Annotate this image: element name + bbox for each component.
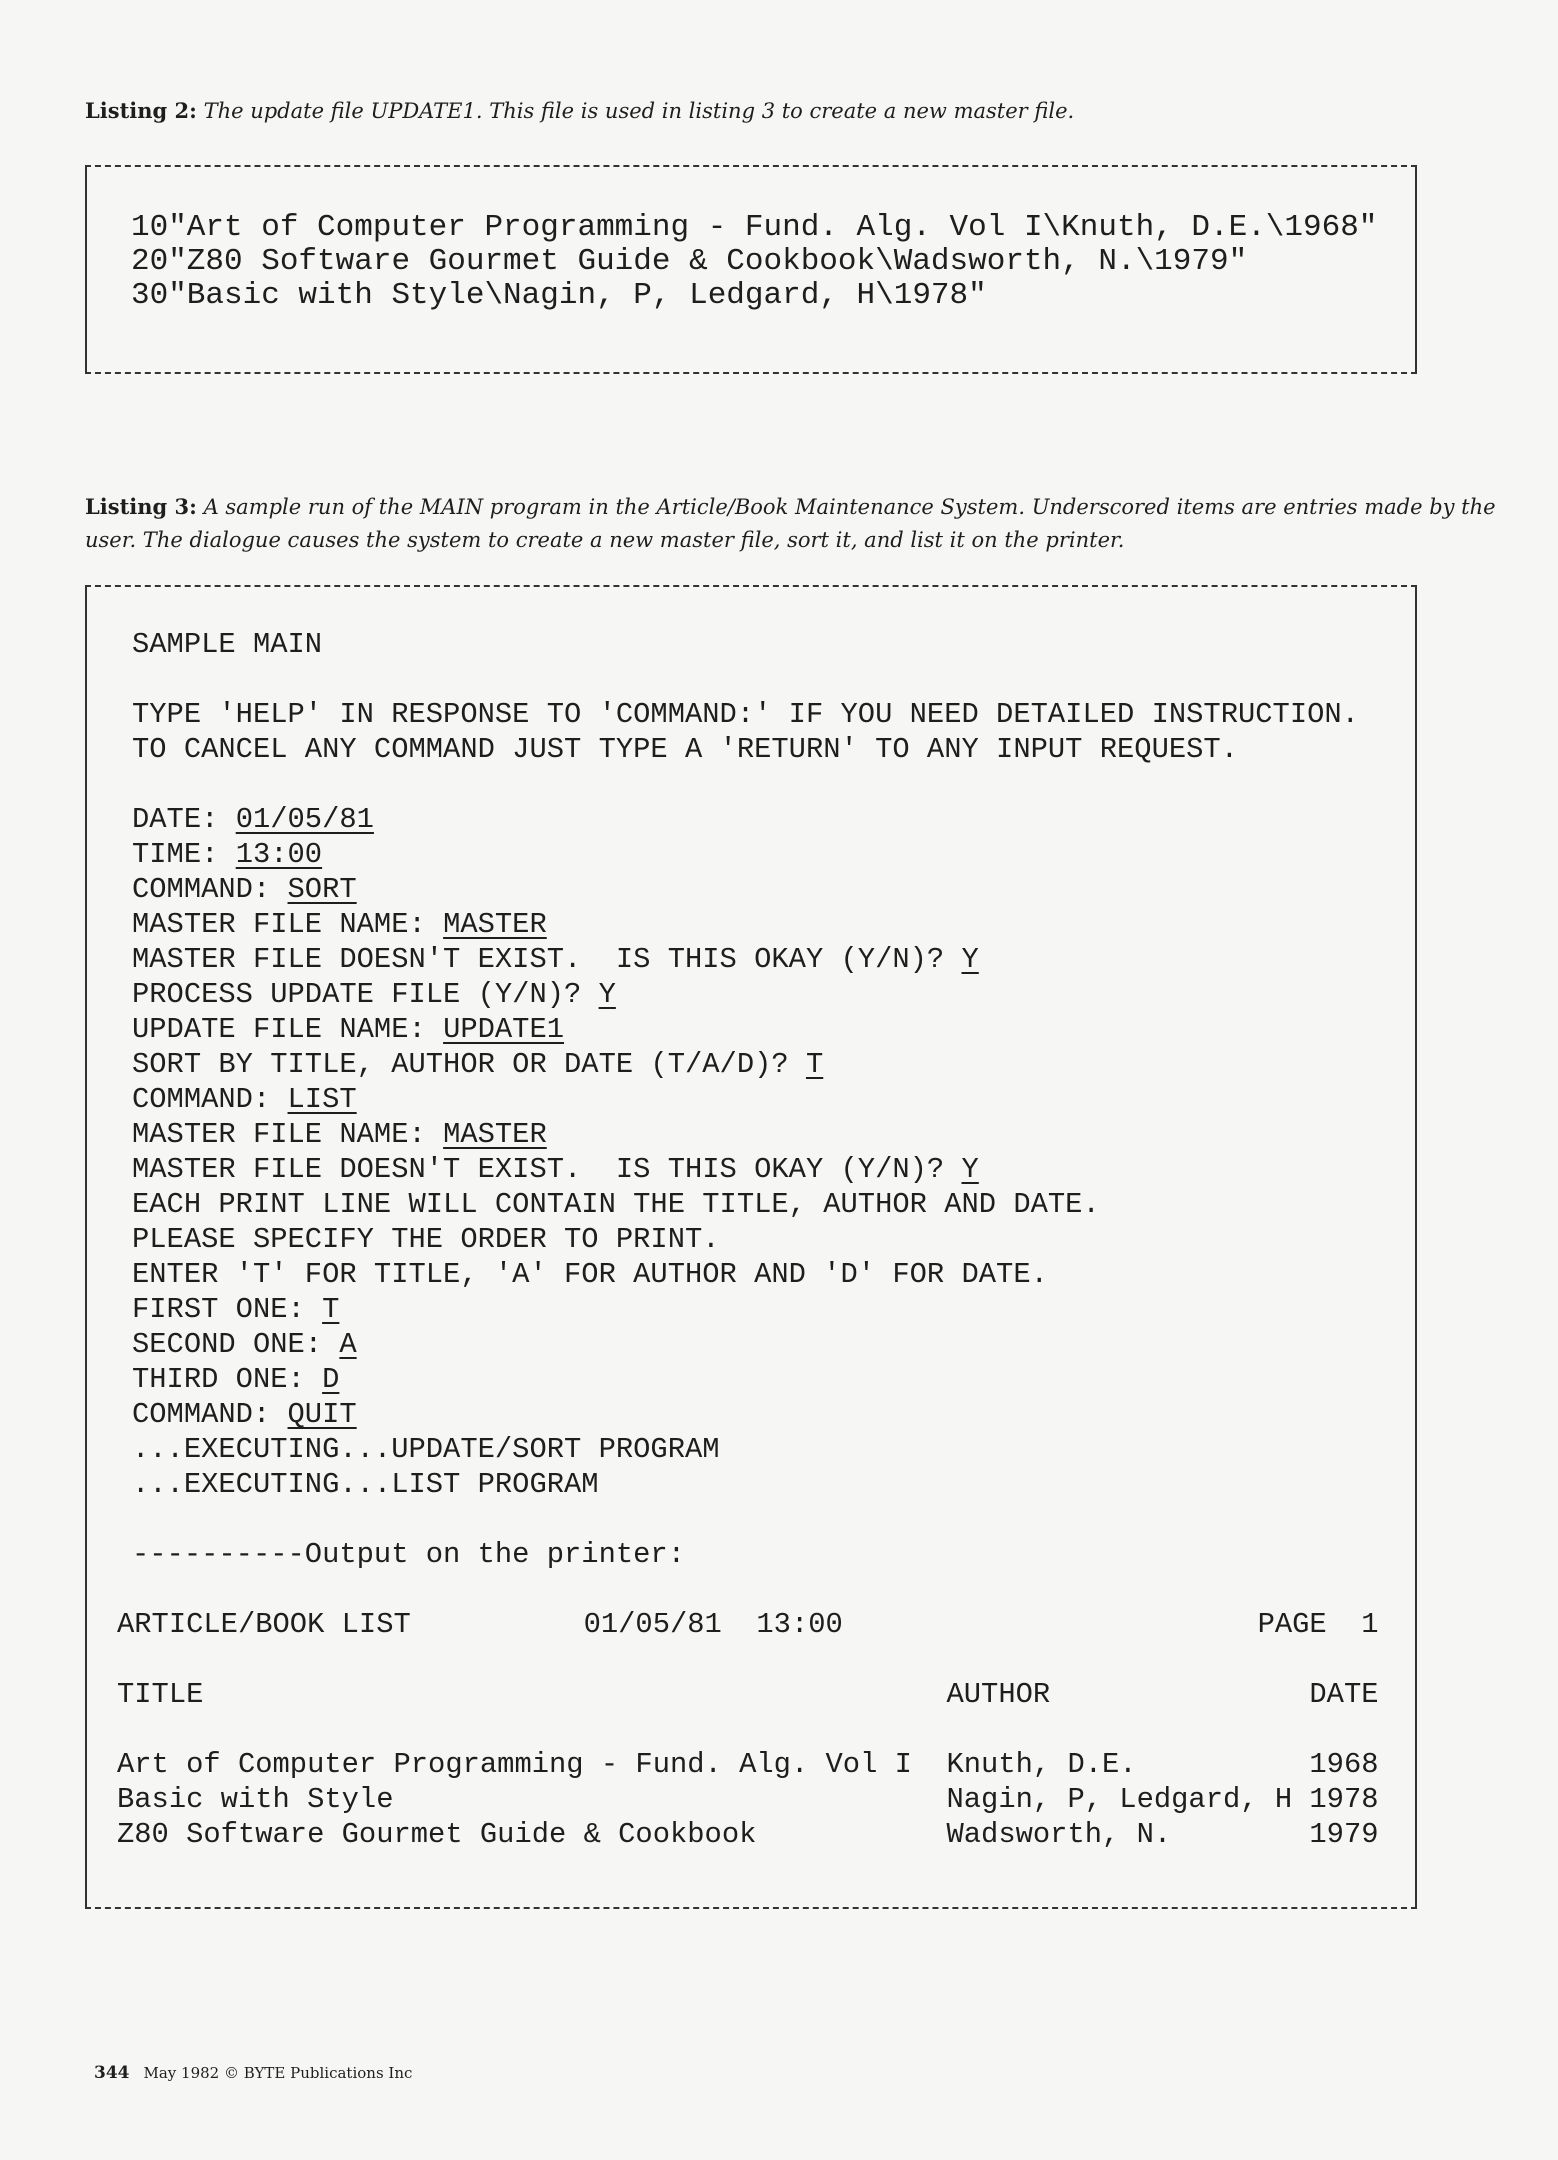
prompt-text: PROCESS UPDATE FILE (Y/N)? bbox=[132, 978, 599, 1011]
prompt-text: TIME: bbox=[132, 838, 236, 871]
prompt-text: MASTER FILE DOESN'T EXIST. IS THIS OKAY (Y/N)? bbox=[132, 1153, 962, 1186]
prompt-text: UPDATE FILE NAME: bbox=[132, 1013, 444, 1046]
prompt-text: TYPE 'HELP' IN RESPONSE TO 'COMMAND:' IF YOU NEED DETAILED INSTRUCTION. bbox=[132, 698, 1359, 731]
column-author: AUTHOR bbox=[946, 1678, 1051, 1711]
user-entry: MASTER bbox=[443, 1118, 547, 1151]
prompt-text: DATE: bbox=[132, 803, 236, 836]
code-line: 30"Basic with Style\Nagin, P, Ledgard, H\1978" bbox=[131, 278, 987, 313]
listing-3-box bbox=[85, 585, 1417, 1909]
prompt-text: THIRD ONE: bbox=[132, 1363, 323, 1396]
prompt-text: MASTER FILE NAME: bbox=[132, 1118, 444, 1151]
table-row bbox=[117, 1747, 1379, 1782]
dialogue-line bbox=[117, 767, 1379, 802]
listing-2-code bbox=[131, 211, 1377, 313]
prompt-text: PLEASE SPECIFY THE ORDER TO PRINT. bbox=[132, 1223, 720, 1256]
listing-2-caption bbox=[85, 94, 1505, 128]
prompt-text: ENTER 'T' FOR TITLE, 'A' FOR AUTHOR AND 'D' FOR DATE. bbox=[132, 1258, 1048, 1291]
page-number: 344 bbox=[94, 2063, 130, 2083]
dialogue-line bbox=[117, 837, 1379, 872]
dialogue-line bbox=[117, 1397, 1379, 1432]
prompt-text: COMMAND: bbox=[132, 1083, 288, 1116]
dialogue-line bbox=[117, 1292, 1379, 1327]
listing-3-code bbox=[117, 627, 1379, 1852]
blank-line bbox=[117, 1712, 1379, 1747]
user-entry: A bbox=[339, 1328, 357, 1361]
dialogue-line bbox=[117, 1467, 1379, 1502]
dialogue-line bbox=[117, 1327, 1379, 1362]
blank-line bbox=[117, 1572, 1379, 1607]
page-label: PAGE 1 bbox=[1257, 1608, 1379, 1641]
dialogue-line bbox=[117, 907, 1379, 942]
report-time: 13:00 bbox=[756, 1608, 843, 1641]
user-entry: SORT bbox=[287, 873, 357, 906]
prompt-text: SORT BY TITLE, AUTHOR OR DATE (T/A/D)? bbox=[132, 1048, 806, 1081]
user-entry: LIST bbox=[287, 1083, 357, 1116]
prompt-text: COMMAND: bbox=[132, 1398, 288, 1431]
dialogue-line bbox=[117, 627, 1379, 662]
dialogue-line bbox=[117, 1537, 1379, 1572]
table-row bbox=[117, 1782, 1379, 1817]
prompt-text: COMMAND: bbox=[132, 873, 288, 906]
listing-label: Listing 3: bbox=[85, 494, 197, 519]
caption-text: The update file UPDATE1. This file is used in listing 3 to create a new master file. bbox=[203, 99, 1075, 123]
prompt-text: SECOND ONE: bbox=[132, 1328, 340, 1361]
dialogue-line bbox=[117, 1432, 1379, 1467]
prompt-text: ----------Output on the printer: bbox=[132, 1538, 685, 1571]
dialogue-line bbox=[117, 977, 1379, 1012]
listing-3-caption bbox=[85, 490, 1505, 557]
code-line: 10"Art of Computer Programming - Fund. Alg. Vol I\Knuth, D.E.\1968" bbox=[131, 210, 1378, 245]
dialogue-line bbox=[117, 872, 1379, 907]
dialogue-line bbox=[117, 1082, 1379, 1117]
cell-date: 1978 bbox=[1309, 1783, 1379, 1816]
prompt-text: SAMPLE MAIN bbox=[132, 628, 323, 661]
dialogue-line bbox=[117, 1012, 1379, 1047]
prompt-text: EACH PRINT LINE WILL CONTAIN THE TITLE, AUTHOR AND DATE. bbox=[132, 1188, 1100, 1221]
cell-title: Basic with Style bbox=[117, 1783, 394, 1816]
cell-date: 1979 bbox=[1309, 1818, 1379, 1851]
dialogue-line bbox=[117, 1222, 1379, 1257]
user-entry: D bbox=[322, 1363, 340, 1396]
report-title: ARTICLE/BOOK LIST bbox=[117, 1608, 411, 1641]
dialogue-line bbox=[117, 697, 1379, 732]
user-entry: Y bbox=[598, 978, 616, 1011]
caption-text: A sample run of the MAIN program in the Article/Book Maintenance System. Underscored items are entries made by the user. The dialogue causes the system to create a new master file, sort it, and list it on the printer. bbox=[85, 495, 1496, 552]
user-entry: 01/05/81 bbox=[235, 803, 374, 836]
prompt-text: TO CANCEL ANY COMMAND JUST TYPE A 'RETURN' TO ANY INPUT REQUEST. bbox=[132, 733, 1238, 766]
column-date: DATE bbox=[1309, 1678, 1379, 1711]
report-date: 01/05/81 bbox=[583, 1608, 722, 1641]
dialogue-line bbox=[117, 1362, 1379, 1397]
prompt-text: MASTER FILE NAME: bbox=[132, 908, 444, 941]
user-entry: 13:00 bbox=[235, 838, 323, 871]
dialogue-line bbox=[117, 942, 1379, 977]
listing-label: Listing 2: bbox=[85, 98, 197, 123]
column-headers bbox=[117, 1677, 1379, 1712]
table-row bbox=[117, 1817, 1379, 1852]
user-entry: Y bbox=[961, 943, 979, 976]
dialogue-line bbox=[117, 1187, 1379, 1222]
dialogue-line bbox=[117, 662, 1379, 697]
dialogue-line bbox=[117, 1152, 1379, 1187]
printer-header bbox=[117, 1607, 1379, 1642]
dialogue-line bbox=[117, 1047, 1379, 1082]
dialogue-line bbox=[117, 1502, 1379, 1537]
code-line: 20"Z80 Software Gourmet Guide & Cookbook\Wadsworth, N.\1979" bbox=[131, 244, 1248, 279]
footer-text: May 1982 © BYTE Publications Inc bbox=[143, 2064, 413, 2082]
blank-line bbox=[117, 1642, 1379, 1677]
prompt-text: ...EXECUTING...UPDATE/SORT PROGRAM bbox=[132, 1433, 720, 1466]
user-entry: T bbox=[322, 1293, 340, 1326]
user-entry: MASTER bbox=[443, 908, 547, 941]
user-entry: Y bbox=[961, 1153, 979, 1186]
cell-author: Wadsworth, N. bbox=[946, 1818, 1172, 1851]
column-title: TITLE bbox=[117, 1678, 204, 1711]
user-entry: QUIT bbox=[287, 1398, 357, 1431]
dialogue-line bbox=[117, 1117, 1379, 1152]
cell-author: Knuth, D.E. bbox=[946, 1748, 1137, 1781]
dialogue-line bbox=[117, 732, 1379, 767]
prompt-text: FIRST ONE: bbox=[132, 1293, 323, 1326]
cell-date: 1968 bbox=[1309, 1748, 1379, 1781]
user-entry: UPDATE1 bbox=[443, 1013, 565, 1046]
prompt-text: MASTER FILE DOESN'T EXIST. IS THIS OKAY (Y/N)? bbox=[132, 943, 962, 976]
dialogue-line bbox=[117, 1257, 1379, 1292]
prompt-text: ...EXECUTING...LIST PROGRAM bbox=[132, 1468, 599, 1501]
cell-title: Art of Computer Programming - Fund. Alg. Vol I bbox=[117, 1748, 912, 1781]
listing-2-box bbox=[85, 165, 1417, 374]
cell-author: Nagin, P, Ledgard, H bbox=[946, 1783, 1293, 1816]
dialogue-line bbox=[117, 802, 1379, 837]
cell-title: Z80 Software Gourmet Guide & Cookbook bbox=[117, 1818, 757, 1851]
user-entry: T bbox=[805, 1048, 824, 1081]
page-footer bbox=[94, 2063, 412, 2083]
